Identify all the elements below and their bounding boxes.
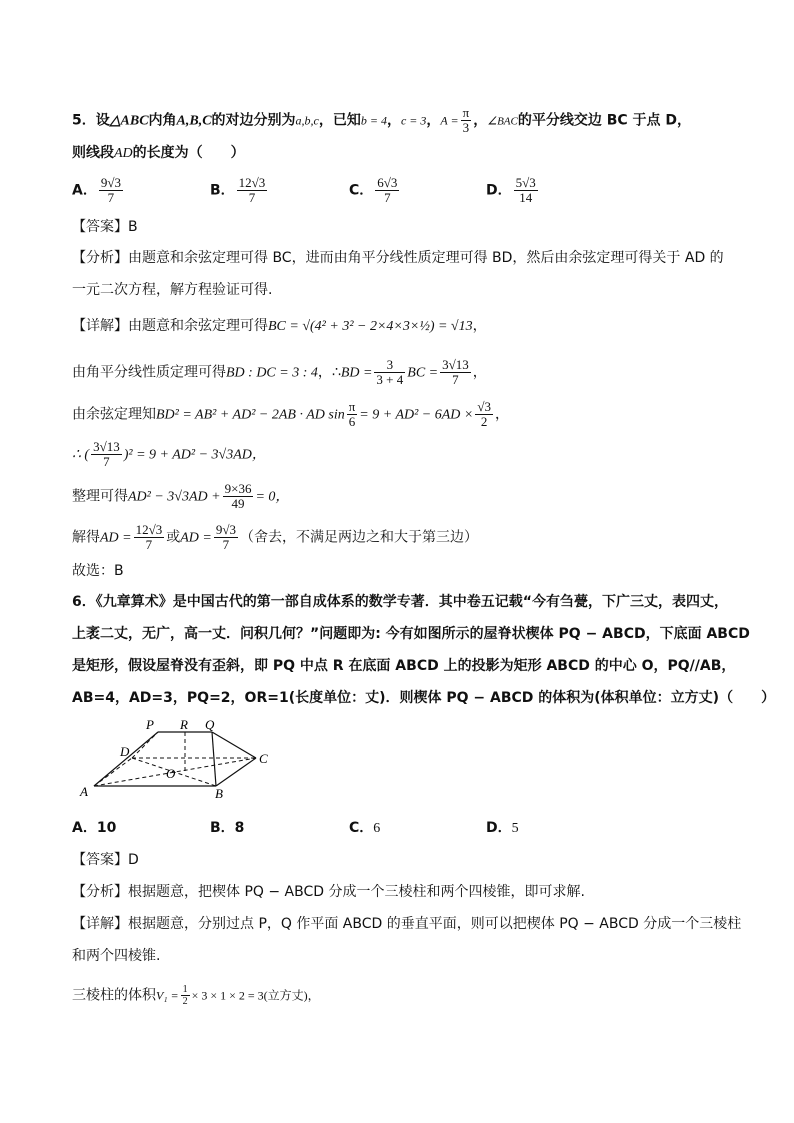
- q6-stem-line4: [72, 688, 775, 708]
- frac-num: 9√3: [215, 522, 236, 537]
- q6-stem-text: 上袤二丈，无广，高一丈．问积几何？”问题即为: 今有如图所示的屋脊状楔体 PQ − ABCD，下底面 ABCD: [72, 626, 750, 642]
- q5-sep: ，: [426, 112, 441, 129]
- edge-AP: [94, 732, 158, 786]
- q5-stem-line1: [72, 106, 691, 135]
- label-P: P: [146, 718, 154, 732]
- option-label: C．: [349, 820, 374, 836]
- analysis-text: 根据题意，把楔体 PQ − ABCD 分成一个三棱柱和两个四棱锥，即可求解.: [128, 884, 585, 900]
- q5-answer: [72, 217, 138, 237]
- option-label: B．: [210, 820, 235, 836]
- frac-num: 12√3: [238, 175, 266, 190]
- q5-stem-line2: [72, 143, 245, 164]
- q6-detail-line1: [72, 914, 741, 934]
- detail-math: BD =: [340, 365, 373, 381]
- frac-num: 3: [374, 358, 405, 373]
- analysis-text: 一元二次方程，解方程验证可得.: [72, 282, 273, 298]
- q6-option-c: [349, 818, 380, 839]
- detail-fraction: [91, 440, 122, 469]
- option-value: 5: [511, 821, 519, 836]
- q5-option-b: [210, 176, 269, 205]
- q5-ad: AD: [114, 146, 133, 161]
- q6-answer: [72, 850, 139, 870]
- q5-option-a: [72, 176, 125, 205]
- detail-math: BC = √(4² + 3² − 2×4×3×½) = √13: [268, 319, 473, 334]
- frac-den: 2: [182, 996, 188, 1007]
- q6-stem-text: 是矩形，假设屋脊没有歪斜，即 PQ 中点 R 在底面 ABCD 上的投影为矩形 ABCD 的中心 O，PQ//AB，: [72, 658, 736, 674]
- option-fraction: [237, 176, 268, 205]
- option-value: 10: [96, 820, 117, 836]
- q5-stem-text: 的长度为（ ）: [132, 145, 245, 161]
- frac-den: 7: [222, 537, 230, 552]
- detail-fraction: [214, 523, 238, 552]
- frac-den: 3 + 4: [376, 372, 404, 387]
- option-fraction: [99, 176, 123, 205]
- edge-QC: [212, 732, 256, 758]
- edge-QB: [212, 732, 216, 786]
- q6-option-d: [486, 818, 519, 839]
- option-label: D．: [486, 820, 512, 836]
- label-A: A: [80, 784, 88, 799]
- detail-math: = 0，: [255, 489, 290, 505]
- label-R: R: [180, 718, 188, 732]
- detail-text: 由题意和余弦定理可得: [128, 318, 268, 334]
- q5-A-fraction: [461, 106, 472, 135]
- frac-den: 49: [231, 496, 245, 511]
- q5-analysis-line2: [72, 280, 272, 300]
- q6-stem-line3: [72, 656, 735, 676]
- option-label: D．: [486, 182, 512, 199]
- q6-stem-text: 6．《九章算术》是中国古代的第一部自成体系的数学专著．其中卷五记载“今有刍甍，下广三丈，表四丈，: [72, 594, 728, 610]
- frac-den: 7: [145, 537, 153, 552]
- detail-fraction: [374, 358, 405, 387]
- frac-den: 7: [107, 190, 115, 205]
- detail-text: 根据题意，分别过点 P，Q 作平面 ABCD 的垂直平面，则可以把楔体 PQ − ABCD 分成一个三棱柱: [128, 916, 742, 932]
- detail-math: BC =: [407, 365, 439, 381]
- q5-detail-line2: [72, 358, 487, 387]
- option-label: B．: [210, 182, 235, 199]
- detail-text: 和两个四棱锥.: [72, 948, 161, 964]
- detail-text: 或: [166, 529, 181, 546]
- frac-num: 9√3: [100, 175, 121, 190]
- detail-text: ，: [495, 406, 509, 423]
- detail-math: = 9 + AD² − 6AD ×: [359, 407, 474, 423]
- q5-triangle: △ABC: [109, 113, 149, 129]
- detail-math: )² = 9 + AD² − 3√3AD，: [123, 447, 266, 463]
- detail-text: 由余弦定理知: [72, 406, 156, 423]
- q5-option-d: [486, 176, 540, 205]
- q5-A-eq: A =: [440, 113, 459, 128]
- q5-angles: A,B,C: [176, 113, 212, 129]
- q5-sides: a,b,c: [295, 113, 319, 128]
- detail-text: 解得: [72, 529, 100, 546]
- q5-stem-text: 则线段: [72, 145, 114, 161]
- detail-math: × 3 × 1 × 2 = 3(立方丈)，: [191, 988, 320, 1003]
- frac-den: 7: [384, 190, 391, 205]
- detail-text: （舍去，不满足两边之和大于第三边）: [240, 529, 478, 546]
- q5-stem-text: ，已知: [318, 112, 361, 129]
- q5-stem-text: 的平分线交边 BC 于点 D，: [517, 112, 692, 129]
- label-D: D: [120, 744, 130, 759]
- q5-choice: [72, 561, 124, 581]
- detail-fraction: [134, 523, 165, 552]
- answer-value: D: [128, 852, 139, 868]
- edge-BC: [216, 758, 256, 786]
- q5-stem-text: 内角: [148, 112, 177, 129]
- detail-text: ，: [472, 364, 487, 381]
- detail-text: 整理可得: [72, 488, 128, 505]
- label-Q: Q: [205, 718, 215, 732]
- analysis-label: 【分析】: [72, 250, 128, 266]
- option-value: 6: [373, 821, 381, 836]
- option-label: A．: [72, 820, 97, 836]
- option-value: 8: [234, 820, 245, 836]
- detail-label: 【详解】: [72, 318, 128, 334]
- q5-detail-line6: [72, 523, 478, 552]
- frac-num: 5√3: [515, 175, 536, 190]
- frac-den: 7: [103, 454, 110, 469]
- label-O: O: [166, 766, 176, 781]
- q5-sep: ，: [386, 112, 401, 129]
- q5-analysis-line1: [72, 248, 724, 268]
- detail-fraction: [223, 482, 254, 511]
- edge-DP: [132, 732, 158, 758]
- frac-den: 7: [452, 372, 459, 387]
- q5-detail-line3: [72, 400, 509, 429]
- detail-math: AD =: [180, 530, 212, 546]
- frac-num: 3√13: [93, 439, 120, 454]
- q5-sep: ，: [473, 112, 488, 129]
- frac-num: π: [462, 105, 470, 120]
- q6-analysis: [72, 882, 585, 902]
- option-fraction: [514, 176, 538, 205]
- frac-num: 12√3: [135, 522, 163, 537]
- q6-stem-text: AB=4，AD=3，PQ=2，OR=1(长度单位：丈)．则楔体 PQ − ABCD 的体积为(体积单位：立方丈)（ ）: [72, 690, 776, 706]
- answer-label: 【答案】: [72, 219, 128, 235]
- frac-den: 2: [480, 414, 488, 429]
- frac-num: 1: [182, 984, 188, 995]
- q6-option-a: [72, 818, 116, 838]
- edge-AD: [94, 758, 132, 786]
- label-C: C: [259, 751, 268, 766]
- frac-den: 14: [519, 190, 533, 205]
- detail-math: BD : DC = 3 : 4: [226, 365, 318, 381]
- q5-b-value: b = 4: [360, 113, 387, 128]
- answer-label: 【答案】: [72, 852, 128, 868]
- detail-text: ，∴: [317, 364, 341, 381]
- detail-fraction: [440, 358, 471, 387]
- frac-den: 6: [348, 414, 356, 429]
- frac-num: 9×36: [224, 481, 252, 496]
- q6-stem-line2: [72, 624, 750, 644]
- frac-num: √3: [477, 399, 491, 414]
- detail-math: BD² = AB² + AD² − 2AB · AD sin: [156, 407, 345, 423]
- detail-math: V₁ =: [156, 988, 179, 1003]
- detail-text: 三棱柱的体积: [72, 987, 156, 1004]
- q5-stem-text: 设: [95, 112, 110, 129]
- detail-math: ∴ (: [72, 447, 90, 463]
- analysis-label: 【分析】: [72, 884, 128, 900]
- q5-detail-line1: [72, 316, 487, 337]
- q5-angle-bac: ∠BAC: [487, 115, 518, 128]
- q5-option-c: [349, 176, 401, 205]
- frac-num: 6√3: [377, 175, 398, 190]
- detail-text: ，: [472, 318, 487, 334]
- q5-stem-text: 的对边分别为: [211, 112, 296, 129]
- q5-c-value: c = 3: [400, 113, 427, 128]
- frac-num: 3√13: [442, 357, 469, 372]
- frac-den: 7: [248, 190, 256, 205]
- detail-label: 【详解】: [72, 916, 128, 932]
- detail-math: AD =: [100, 530, 132, 546]
- detail-text: 由角平分线性质定理可得: [72, 364, 226, 381]
- q6-detail-line3: [72, 984, 320, 1007]
- answer-value: B: [128, 219, 138, 235]
- q6-stem-line1: [72, 592, 728, 612]
- option-label: A．: [72, 182, 97, 199]
- q6-option-b: [210, 818, 244, 838]
- q5-number: 5．: [72, 112, 96, 129]
- option-fraction: [375, 176, 399, 205]
- q6-detail-line2: [72, 946, 160, 966]
- frac-num: π: [348, 399, 356, 414]
- choice-text: 故选：B: [72, 563, 124, 579]
- detail-fraction: [347, 400, 358, 429]
- wedge-figure: [72, 718, 282, 804]
- q5-detail-line4: [72, 440, 266, 469]
- label-B: B: [215, 786, 223, 801]
- detail-math: AD² − 3√3AD +: [128, 489, 221, 505]
- detail-fraction: [475, 400, 493, 429]
- option-label: C．: [349, 182, 374, 199]
- frac-den: 3: [462, 120, 470, 135]
- q5-detail-line5: [72, 482, 289, 511]
- detail-fraction: [181, 984, 190, 1007]
- analysis-text: 由题意和余弦定理可得 BC，进而由角平分线性质定理可得 BD，然后由余弦定理可得关于 AD 的: [128, 250, 724, 266]
